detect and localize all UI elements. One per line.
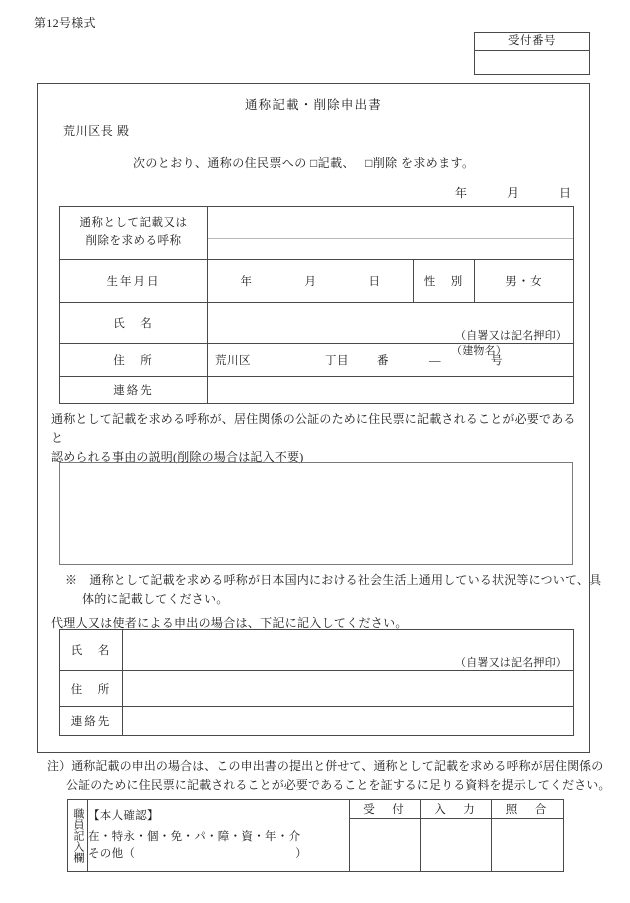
alias-label-line1: 通称として記載又は	[79, 217, 188, 230]
gender-options[interactable]: 男・女	[475, 260, 574, 303]
agent-section-lead: 代理人又は使者による申出の場合は、下記に記入してください。	[51, 616, 408, 630]
page-title: 通称記載・削除申出書	[244, 98, 382, 112]
building-name-note: （建物名）	[451, 345, 508, 357]
staff-column-header-input: 入 力	[421, 800, 492, 819]
table-row-alias	[60, 207, 574, 260]
agent-name-label: 氏 名	[60, 630, 123, 671]
identity-check-header: 【本人確認】	[88, 809, 159, 822]
reason-paragraph-line2: 認められる事由の説明(削除の場合は記入不要)	[51, 450, 304, 465]
date-year-label[interactable]: 年	[454, 186, 467, 200]
applicant-table	[59, 206, 574, 404]
dob-value-cell[interactable]	[208, 260, 414, 303]
checkbox-delete[interactable]: □	[365, 156, 373, 170]
dob-year-label: 年	[240, 276, 253, 288]
footer-note: 注）通称記載の申出の場合は、この申出書の提出と併せて、通称として記載を求める呼称が居住関係の公証のために住民票に記載されることが必要であることを証するに足りる資料を提示してください。	[47, 759, 611, 792]
address-value-cell[interactable]	[208, 344, 574, 377]
table-row-agent-name	[60, 630, 574, 671]
address-chome-label: 丁目	[325, 355, 349, 367]
checkbox-record[interactable]: □	[310, 156, 318, 170]
reason-textarea[interactable]	[59, 462, 573, 565]
receipt-number-box	[474, 32, 590, 75]
identity-other-label: その他（	[88, 848, 136, 861]
agent-table	[59, 629, 574, 736]
reason-paragraph-line1: 通称として記載を求める呼称が、居住関係の公証のために住民票に記載されることが必要であると	[51, 412, 576, 446]
agent-contact-label: 連絡先	[60, 707, 123, 736]
table-row-name	[60, 303, 574, 344]
identity-check-cell[interactable]	[88, 800, 350, 872]
agent-address-label: 住 所	[60, 671, 123, 707]
table-row-address	[60, 344, 574, 377]
option-delete-label: 削除	[372, 156, 398, 170]
address-fields	[208, 352, 573, 368]
agent-address-value-cell[interactable]	[123, 671, 574, 707]
name-seal-note: （自署又は記名押印）	[455, 330, 568, 342]
alias-ruling-line	[208, 227, 573, 239]
agent-name-value-cell[interactable]	[123, 630, 574, 671]
table-row-dob	[60, 260, 574, 303]
alias-value-cell[interactable]	[208, 207, 574, 260]
address-city: 荒川区	[215, 355, 251, 367]
address-ban-label: 番	[377, 355, 389, 367]
name-value-cell[interactable]	[208, 303, 574, 344]
address-dash: ―	[429, 355, 441, 367]
staff-column-value-verify[interactable]	[492, 819, 564, 872]
dob-month-label: 月	[304, 276, 317, 288]
receipt-number-label: 受付番号	[475, 33, 589, 51]
name-label: 氏 名	[60, 303, 208, 344]
staff-column-header-receipt: 受 付	[350, 800, 421, 819]
agent-contact-value-cell[interactable]	[123, 707, 574, 736]
reason-paragraph	[51, 410, 579, 468]
contact-label: 連絡先	[60, 377, 208, 404]
address-go-label: 号	[491, 355, 503, 367]
table-row-agent-address	[60, 671, 574, 707]
staff-table-header-row	[68, 800, 564, 819]
gender-label: 性 別	[414, 260, 475, 303]
staff-entry-table	[67, 799, 564, 872]
dob-day-label: 日	[368, 276, 381, 288]
form-outer-frame	[37, 83, 602, 753]
address-label: 住 所	[60, 344, 208, 377]
identity-options[interactable]: 在・特永・個・免・パ・障・資・年・介	[88, 830, 301, 843]
alias-label-cell	[60, 207, 208, 260]
staff-column-value-input[interactable]	[421, 819, 492, 872]
staff-column-value-receipt[interactable]	[350, 819, 421, 872]
request-suffix: を求めます。	[400, 156, 475, 170]
addressee: 荒川区長 殿	[63, 124, 130, 138]
alias-label-line2: 削除を求める呼称	[85, 235, 182, 247]
reason-note: ※ 通称として記載を求める呼称が日本国内における社会生活上通用している状況等について、具体的に記載してください。	[65, 573, 602, 606]
date-day-label[interactable]: 日	[558, 186, 571, 200]
contact-value-cell[interactable]	[208, 377, 574, 404]
table-row-agent-contact	[60, 707, 574, 736]
agent-name-seal-note: （自署又は記名押印）	[455, 657, 567, 669]
staff-column-header-verify: 照 合	[492, 800, 564, 819]
date-line	[38, 184, 571, 201]
date-month-label[interactable]: 月	[506, 186, 519, 200]
dob-label: 生年月日	[60, 260, 208, 303]
form-number: 第12号様式	[34, 16, 96, 30]
staff-vertical-label-cell	[68, 800, 88, 872]
staff-vertical-label: 職員記入欄	[72, 808, 84, 863]
request-statement	[133, 154, 474, 171]
receipt-number-field[interactable]	[475, 51, 589, 74]
option-record-label: 記載、	[317, 156, 355, 170]
identity-other-close: ）	[295, 848, 308, 861]
table-row-contact	[60, 377, 574, 404]
request-prefix: 次のとおり、通称の住民票への	[133, 156, 307, 170]
